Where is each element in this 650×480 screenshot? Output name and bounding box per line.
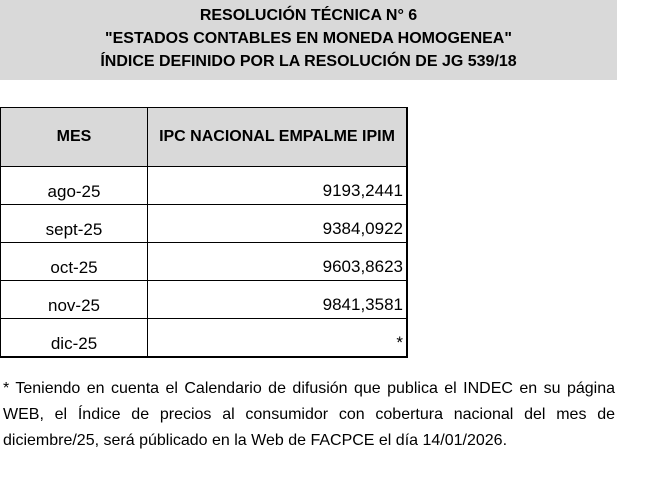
cell-mes: sept-25 (1, 205, 148, 243)
table-row (1, 205, 408, 243)
table-row (1, 243, 408, 281)
cell-mes: oct-25 (1, 243, 148, 281)
header-title: RESOLUCIÓN TÉCNICA N° 6 (199, 7, 418, 24)
cell-ipc-value: 9384,0922 (148, 205, 408, 243)
ipc-table (0, 107, 408, 358)
footnote: * Teniendo en cuenta el Calendario de difusión que publica el INDEC en su página WEB, el Índice de precios al consumidor con cobertura nacional del mes de diciembre/25, será públicado en la Web de FACPCE el día 14/01/2026. (3, 380, 615, 449)
column-header-mes: MES (1, 108, 148, 167)
header-index-definition: ÍNDICE DEFINIDO POR LA RESOLUCIÓN DE JG 539/18 (100, 53, 517, 70)
column-header-ipc: IPC NACIONAL EMPALME IPIM (148, 108, 408, 167)
cell-ipc-value: 9603,8623 (148, 243, 408, 281)
cell-mes: nov-25 (1, 281, 148, 319)
document-header (0, 0, 617, 80)
table-row (1, 167, 408, 205)
cell-mes: dic-25 (1, 319, 148, 358)
cell-ipc-value: 9841,3581 (148, 281, 408, 319)
cell-mes: ago-25 (1, 167, 148, 205)
cell-ipc-value: * (148, 319, 408, 358)
cell-ipc-value: 9193,2441 (148, 167, 408, 205)
table-header-row (1, 108, 408, 167)
table-row (1, 319, 408, 358)
header-subtitle: "ESTADOS CONTABLES EN MONEDA HOMOGENEA" (105, 30, 512, 47)
table-row (1, 281, 408, 319)
